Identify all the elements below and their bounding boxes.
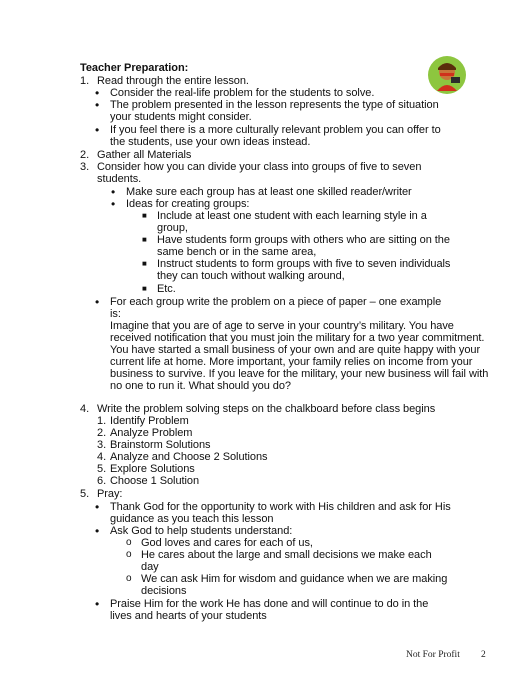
text-line: is: <box>110 308 121 320</box>
text-line: Make sure each group has at least one skilled reader/writer <box>126 186 412 198</box>
text-line: Consider how you can divide your class into groups of five to seven <box>97 161 422 173</box>
text-line: students. <box>97 173 142 185</box>
text-line: Analyze and Choose 2 Solutions <box>110 451 268 463</box>
text-line: Brainstorm Solutions <box>110 439 211 451</box>
text-line: For each group write the problem on a piece of paper – one example <box>110 296 442 308</box>
teacher-logo-icon <box>427 55 467 95</box>
text-line: 5. <box>97 463 107 475</box>
text-line: 3. <box>97 439 107 451</box>
text-line: business to survive. If you leave for the military, your new business will fail with <box>110 368 489 380</box>
text-line: Ideas for creating groups: <box>126 198 250 210</box>
section-heading: Teacher Preparation: <box>80 62 189 74</box>
text-line: Have students form groups with others who are sitting on the <box>157 234 450 246</box>
text-line: received notification that you must join the military for a two year commitment. <box>110 332 485 344</box>
text-line: 4. <box>80 403 90 415</box>
text-line: 6. <box>97 475 107 487</box>
square-marker-icon: ■ <box>142 211 147 220</box>
text-line: Gather all Materials <box>97 149 192 161</box>
bullet-marker-icon: • <box>95 524 100 538</box>
text-line: they can touch without walking around, <box>157 270 345 282</box>
text-line: Instruct students to form groups with five to seven individuals <box>157 258 451 270</box>
square-marker-icon: ■ <box>142 259 147 268</box>
text-line: 1. <box>97 415 107 427</box>
bullet-marker-icon: • <box>95 295 100 309</box>
text-line: Etc. <box>157 283 176 295</box>
text-line: Choose 1 Solution <box>110 475 200 487</box>
text-line: day <box>141 561 159 573</box>
text-line: Include at least one student with each learning style in a <box>157 210 427 222</box>
text-line: Read through the entire lesson. <box>97 75 249 87</box>
text-line: Pray: <box>97 488 123 500</box>
text-line: no one to run it. What should you do? <box>110 380 291 392</box>
text-line: 5. <box>80 488 90 500</box>
text-line: Imagine that you are of age to serve in your country’s military. You have <box>110 320 454 332</box>
circle-marker-icon: o <box>126 537 132 548</box>
square-marker-icon: ■ <box>142 235 147 244</box>
text-line: 3. <box>80 161 90 173</box>
text-line: Write the problem solving steps on the chalkboard before class begins <box>97 403 436 415</box>
text-line: lives and hearts of your students <box>110 610 267 622</box>
footer-note: Not For Profit <box>406 650 460 660</box>
text-line: Analyze Problem <box>110 427 193 439</box>
text-line: 1. <box>80 75 90 87</box>
text-line: If you feel there is a more culturally relevant problem you can offer to <box>110 124 441 136</box>
text-line: decisions <box>141 585 187 597</box>
text-line: Consider the real-life problem for the students to solve. <box>110 87 375 99</box>
circle-marker-icon: o <box>126 573 132 584</box>
text-line: current life at home. More important, your family relies on income from your <box>110 356 473 368</box>
text-line: Thank God for the opportunity to work with His children and ask for His <box>110 501 451 513</box>
text-line: He cares about the large and small decisions we make each <box>141 549 432 561</box>
bullet-marker-icon: • <box>95 597 100 611</box>
text-line: We can ask Him for wisdom and guidance when we are making <box>141 573 448 585</box>
text-line: your students might consider. <box>110 111 252 123</box>
text-line: the students, use your own ideas instead. <box>110 136 311 148</box>
circle-marker-icon: o <box>126 549 132 560</box>
text-line: same bench or in the same area, <box>157 246 317 258</box>
bullet-marker-icon: • <box>95 123 100 137</box>
text-line: 2. <box>80 149 90 161</box>
text-line: Explore Solutions <box>110 463 195 475</box>
bullet-marker-icon: • <box>95 500 100 514</box>
page-number: 2 <box>481 650 486 660</box>
bullet-marker-icon: • <box>111 197 116 211</box>
text-line: Praise Him for the work He has done and will continue to do in the <box>110 598 429 610</box>
bullet-marker-icon: • <box>95 98 100 112</box>
bullet-marker-icon: • <box>95 86 100 100</box>
square-marker-icon: ■ <box>142 284 147 293</box>
text-line: Identify Problem <box>110 415 189 427</box>
text-line: God loves and cares for each of us, <box>141 537 313 549</box>
text-line: guidance as you teach this lesson <box>110 513 274 525</box>
text-line: Ask God to help students understand: <box>110 525 293 537</box>
text-line: You have started a small business of your own and are quite happy with your <box>110 344 481 356</box>
text-line: The problem presented in the lesson represents the type of situation <box>110 99 439 111</box>
text-line: group, <box>157 222 188 234</box>
bullet-marker-icon: • <box>111 185 116 199</box>
text-line: 2. <box>97 427 107 439</box>
text-line: 4. <box>97 451 107 463</box>
